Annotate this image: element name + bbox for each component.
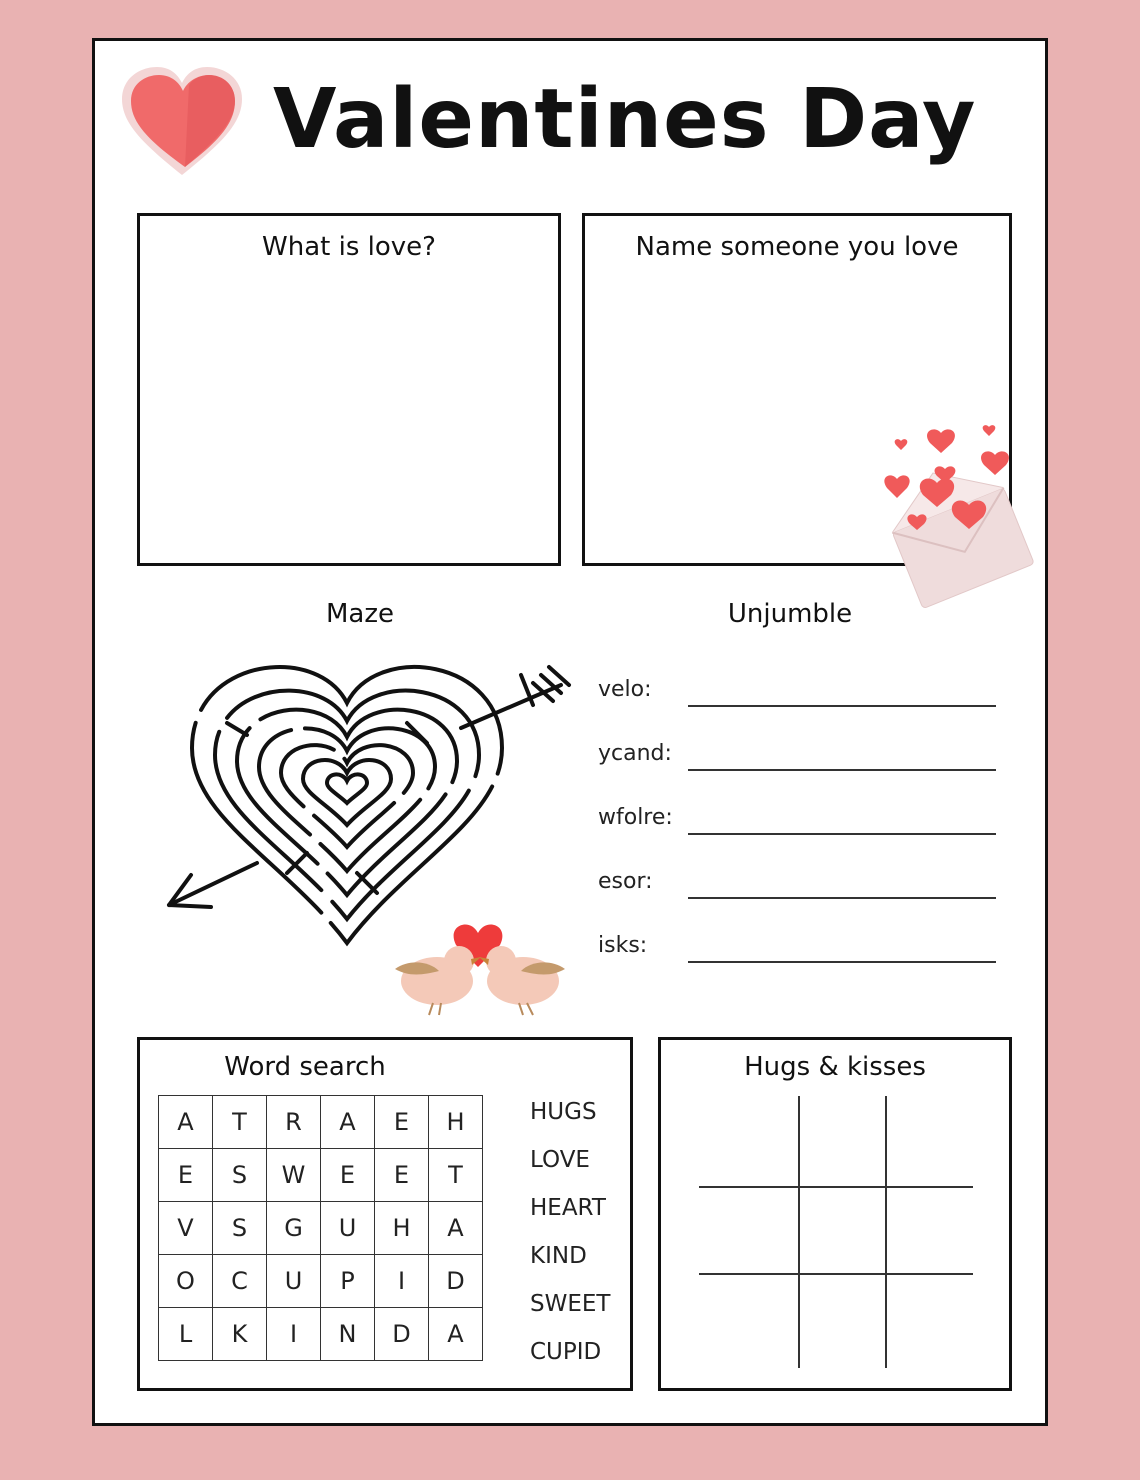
grid-cell[interactable]: T <box>429 1149 483 1202</box>
unjumble-word: wfolre: <box>598 805 673 830</box>
grid-cell[interactable]: N <box>321 1308 375 1361</box>
grid-cell[interactable]: U <box>321 1202 375 1255</box>
unjumble-label: Unjumble <box>727 599 853 629</box>
word-list-item: KIND <box>530 1243 587 1269</box>
page-title: Valentines Day <box>273 72 977 167</box>
grid-row <box>159 1308 483 1361</box>
grid-row <box>159 1096 483 1149</box>
unjumble-word: esor: <box>598 869 653 894</box>
word-list-item: CUPID <box>530 1339 602 1365</box>
hugs-kisses-label: Hugs & kisses <box>744 1052 926 1082</box>
grid-cell[interactable]: E <box>375 1096 429 1149</box>
unjumble-row <box>598 805 1018 845</box>
grid-cell[interactable]: A <box>321 1096 375 1149</box>
grid-row <box>159 1255 483 1308</box>
grid-cell[interactable]: G <box>267 1202 321 1255</box>
love-birds-icon <box>385 903 575 1023</box>
grid-cell[interactable]: O <box>159 1255 213 1308</box>
grid-cell[interactable]: P <box>321 1255 375 1308</box>
unjumble-row <box>598 933 1018 973</box>
answer-line[interactable] <box>688 897 996 899</box>
answer-line[interactable] <box>688 833 996 835</box>
maze-label: Maze <box>325 599 394 629</box>
answer-line[interactable] <box>688 769 996 771</box>
word-list-item: HUGS <box>530 1099 597 1125</box>
love-letter-envelope-icon <box>877 413 1047 613</box>
grid-cell[interactable]: T <box>213 1096 267 1149</box>
grid-cell[interactable]: K <box>213 1308 267 1361</box>
grid-cell[interactable]: L <box>159 1308 213 1361</box>
unjumble-row <box>598 741 1018 781</box>
grid-cell[interactable]: E <box>375 1149 429 1202</box>
word-list-item: SWEET <box>530 1291 611 1317</box>
grid-line <box>885 1096 887 1368</box>
grid-row <box>159 1202 483 1255</box>
grid-cell[interactable]: W <box>267 1149 321 1202</box>
grid-cell[interactable]: I <box>267 1308 321 1361</box>
what-is-love-box[interactable] <box>137 213 561 566</box>
word-list <box>530 1098 610 1386</box>
unjumble-row <box>598 677 1018 717</box>
grid-cell[interactable]: H <box>429 1096 483 1149</box>
what-is-love-label: What is love? <box>262 232 436 262</box>
worksheet-page <box>92 38 1048 1426</box>
grid-cell[interactable]: S <box>213 1202 267 1255</box>
word-search-label: Word search <box>224 1052 386 1082</box>
name-someone-label: Name someone you love <box>635 232 959 262</box>
grid-cell[interactable]: S <box>213 1149 267 1202</box>
word-list-item: HEART <box>530 1195 606 1221</box>
grid-cell[interactable]: E <box>159 1149 213 1202</box>
grid-line <box>699 1186 973 1188</box>
word-search-grid <box>158 1095 483 1361</box>
grid-cell[interactable]: C <box>213 1255 267 1308</box>
grid-cell[interactable]: R <box>267 1096 321 1149</box>
grid-cell[interactable]: A <box>429 1202 483 1255</box>
unjumble-row <box>598 869 1018 909</box>
unjumble-list <box>598 677 1018 977</box>
grid-cell[interactable]: V <box>159 1202 213 1255</box>
grid-cell[interactable]: D <box>375 1308 429 1361</box>
grid-cell[interactable]: H <box>375 1202 429 1255</box>
grid-cell[interactable]: A <box>159 1096 213 1149</box>
unjumble-word: ycand: <box>598 741 672 766</box>
answer-line[interactable] <box>688 961 996 963</box>
grid-cell[interactable]: D <box>429 1255 483 1308</box>
word-list-item: LOVE <box>530 1147 590 1173</box>
grid-cell[interactable]: U <box>267 1255 321 1308</box>
heart-icon <box>117 63 247 183</box>
unjumble-word: isks: <box>598 933 648 958</box>
hugs-kisses-box <box>658 1037 1012 1391</box>
grid-line <box>699 1273 973 1275</box>
grid-row <box>159 1149 483 1202</box>
grid-cell[interactable]: I <box>375 1255 429 1308</box>
word-search-box <box>137 1037 633 1391</box>
answer-line[interactable] <box>688 705 996 707</box>
unjumble-word: velo: <box>598 677 652 702</box>
grid-cell[interactable]: E <box>321 1149 375 1202</box>
grid-cell[interactable]: A <box>429 1308 483 1361</box>
grid-line <box>798 1096 800 1368</box>
